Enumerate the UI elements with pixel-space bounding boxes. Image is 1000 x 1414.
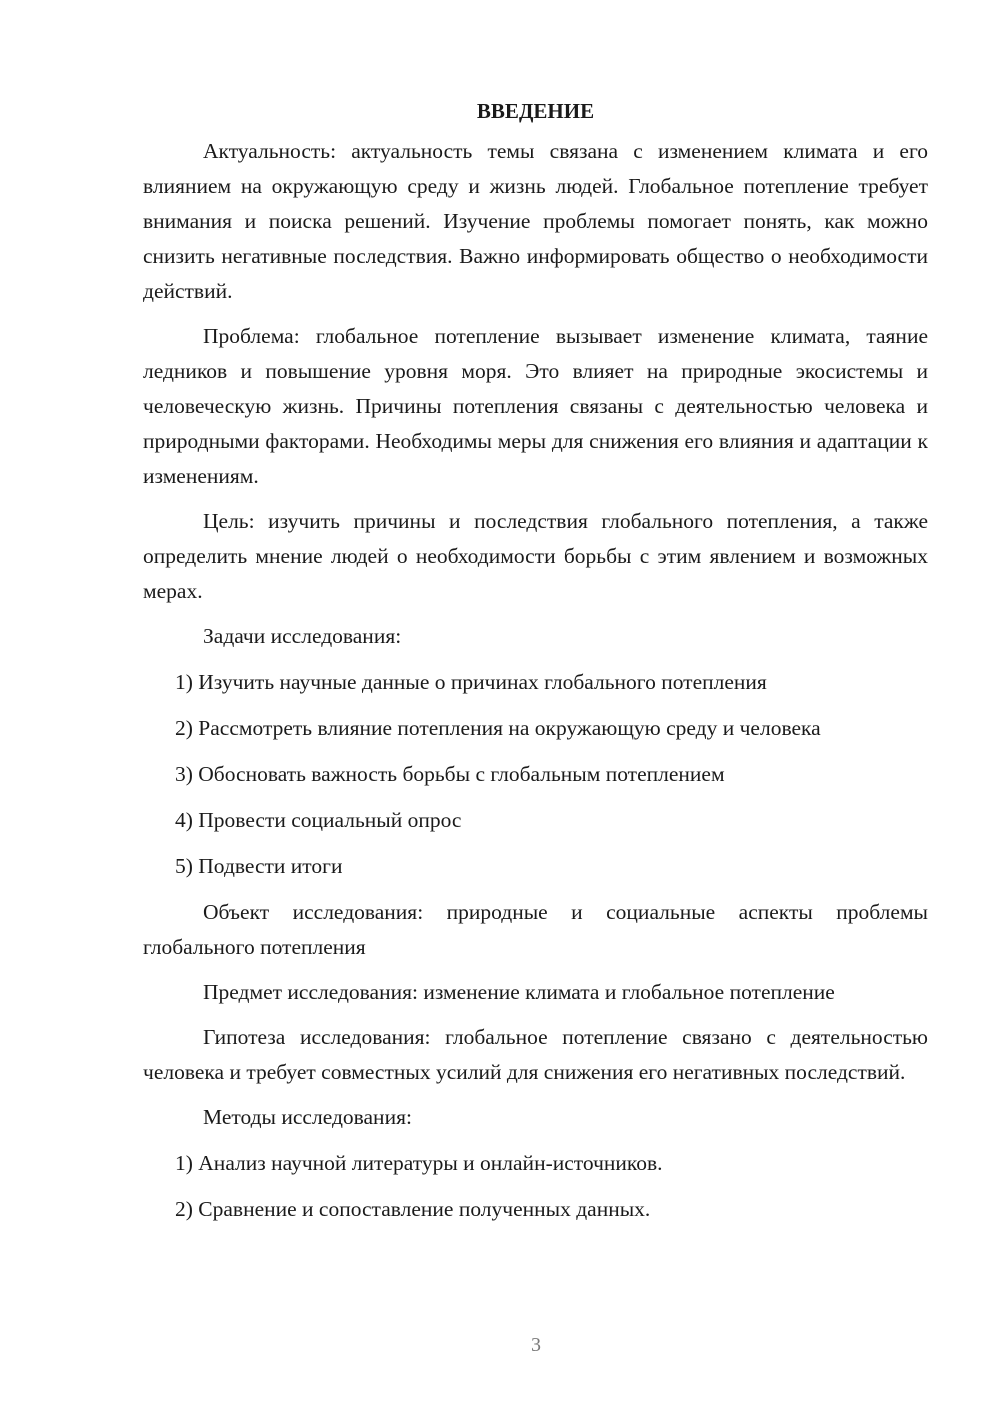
methods-heading: Методы исследования: bbox=[203, 1105, 412, 1129]
task-item: 1) Изучить научные данные о причинах глобального потепления bbox=[175, 670, 767, 694]
task-item: 2) Рассмотреть влияние потепления на окружающую среду и человека bbox=[175, 716, 821, 740]
document-page bbox=[143, 96, 928, 1238]
task-item: 5) Подвести итоги bbox=[175, 854, 343, 878]
relevance-paragraph: Актуальность: актуальность темы связана с изменением климата и его влиянием на окружающую среду и жизнь людей. Глобальное потепление требует внимания и поиска решений. Изучение проблемы помогает понять, как можно снизить негативные последствия. Важно информировать общество о необходимости действий. bbox=[143, 139, 928, 303]
method-item: 1) Анализ научной литературы и онлайн-источников. bbox=[175, 1151, 663, 1175]
task-item: 3) Обосновать важность борьбы с глобальным потеплением bbox=[175, 762, 725, 786]
section-title: ВВЕДЕНИЕ bbox=[476, 99, 595, 123]
method-item: 2) Сравнение и сопоставление полученных данных. bbox=[175, 1197, 651, 1221]
page-number: 3 bbox=[531, 1334, 541, 1356]
goal-paragraph: Цель: изучить причины и последствия глобального потепления, а также определить мнение людей о необходимости борьбы с этим явлением и возможных мерах. bbox=[143, 509, 928, 603]
task-item: 4) Провести социальный опрос bbox=[175, 808, 462, 832]
object-paragraph: Объект исследования: природные и социальные аспекты проблемы глобального потепления bbox=[143, 900, 928, 959]
problem-paragraph: Проблема: глобальное потепление вызывает изменение климата, таяние ледников и повышение уровня моря. Это влияет на природные экосистемы и человеческую жизнь. Причины потепления связаны с деятельностью человека и природными факторами. Необходимы меры для снижения его влияния и адаптации к изменениям. bbox=[143, 324, 928, 488]
subject-paragraph: Предмет исследования: изменение климата и глобальное потепление bbox=[203, 980, 835, 1004]
tasks-heading: Задачи исследования: bbox=[203, 624, 402, 648]
hypothesis-paragraph: Гипотеза исследования: глобальное потепление связано с деятельностью человека и требует совместных усилий для снижения его негативных последствий. bbox=[143, 1025, 928, 1084]
